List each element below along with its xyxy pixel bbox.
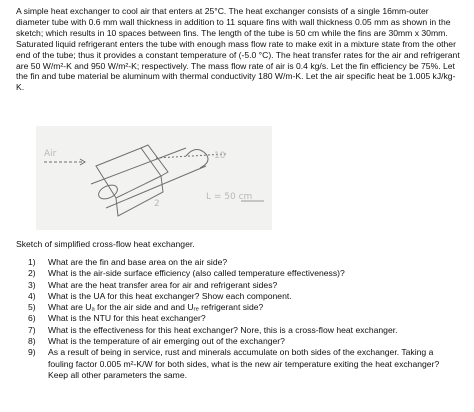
question-text: What is the effectiveness for this heat exchanger? Nore, this is a cross-flow heat exchanger. (48, 324, 398, 335)
figure-caption: Sketch of simplified cross-flow heat exchanger. (16, 239, 195, 249)
question-text: What is the air-side surface efficiency (also called temperature effectiveness)? (48, 268, 345, 279)
question-item (28, 302, 456, 313)
question-number: 3) (28, 279, 36, 290)
question-text: What is the NTU for this heat exchanger? (48, 313, 206, 324)
question-text: What are the heat transfer area for air and refrigerant sides? (48, 279, 278, 290)
question-number: 4) (28, 290, 36, 301)
question-text: What are Uₐ for the air side and and Uᵣₑ refrigerant side? (48, 302, 264, 313)
question-text: What are the fin and base area on the air side? (48, 257, 228, 267)
heat-exchanger-sketch (36, 126, 272, 230)
question-number: 6) (28, 313, 36, 324)
question-text: What is the UA for this heat exchanger? Show each component. (48, 290, 292, 301)
length-label: L = 50 cm (206, 192, 253, 202)
question-number: 9) (28, 347, 36, 358)
question-number: 8) (28, 336, 36, 347)
question-number: 5) (28, 302, 36, 313)
question-item (28, 257, 456, 268)
question-item (28, 313, 456, 324)
fin-side (141, 145, 168, 176)
tube-upper-edge (91, 148, 186, 184)
question-item (28, 347, 456, 381)
question-item (28, 325, 456, 336)
fin-outline (96, 148, 161, 198)
sketch-drawing (36, 126, 272, 230)
problem-statement: A simple heat exchanger to cool air that enters at 25°C. The heat exchanger consists of a single 16mm-outer diameter tube with 0.6 mm wall thickness in addition to 11 square fins with wall thickness 0.05 mm as shown in the sketch; which results in 10 spaces between fins. The length of the tube is 50 cm while the fins are 30mm x 30mm. Saturated liquid refrigerant enters the tube with enough mass flow rate to make exit in a mixture state from the other end of the tube; thus it provides a constant temperature of (-5.0 °C). The heat transfer rates for the air and refrigerant are 50 W/m²-K and 950 W/m²-K; respectively. The mass flow rate of air is 0.4 kg/s. Let the fin efficiency be 75%. Let the fin and tube material be aluminum with thermal conductivity 180 W/m-K. Let the air specific heat be 1.005 kJ/kg-K. (16, 6, 460, 93)
fin-bottom (116, 176, 163, 216)
question-text: What is the temperature of air emerging out of the exchanger? (48, 336, 285, 347)
fin-count-label: 10 (214, 151, 226, 161)
question-item (28, 336, 456, 347)
question-item (28, 291, 456, 302)
question-number: 1) (28, 257, 36, 267)
question-list (28, 257, 456, 381)
question-number: 2) (28, 268, 36, 279)
spacing-label: 2 (154, 199, 160, 209)
question-item (28, 280, 456, 291)
air-label: Air (44, 149, 57, 159)
question-text: As a result of being in service, rust and minerals accumulate on both sides of the exchanger. Taking a fouling factor 0.005 m²-K/W for both sides, what is the new air temperature exiting the heat exchanger? Keep all other parameters the same. (48, 347, 440, 380)
question-item (28, 268, 456, 279)
question-number: 7) (28, 324, 36, 335)
tube-outlet-curve (186, 149, 208, 168)
